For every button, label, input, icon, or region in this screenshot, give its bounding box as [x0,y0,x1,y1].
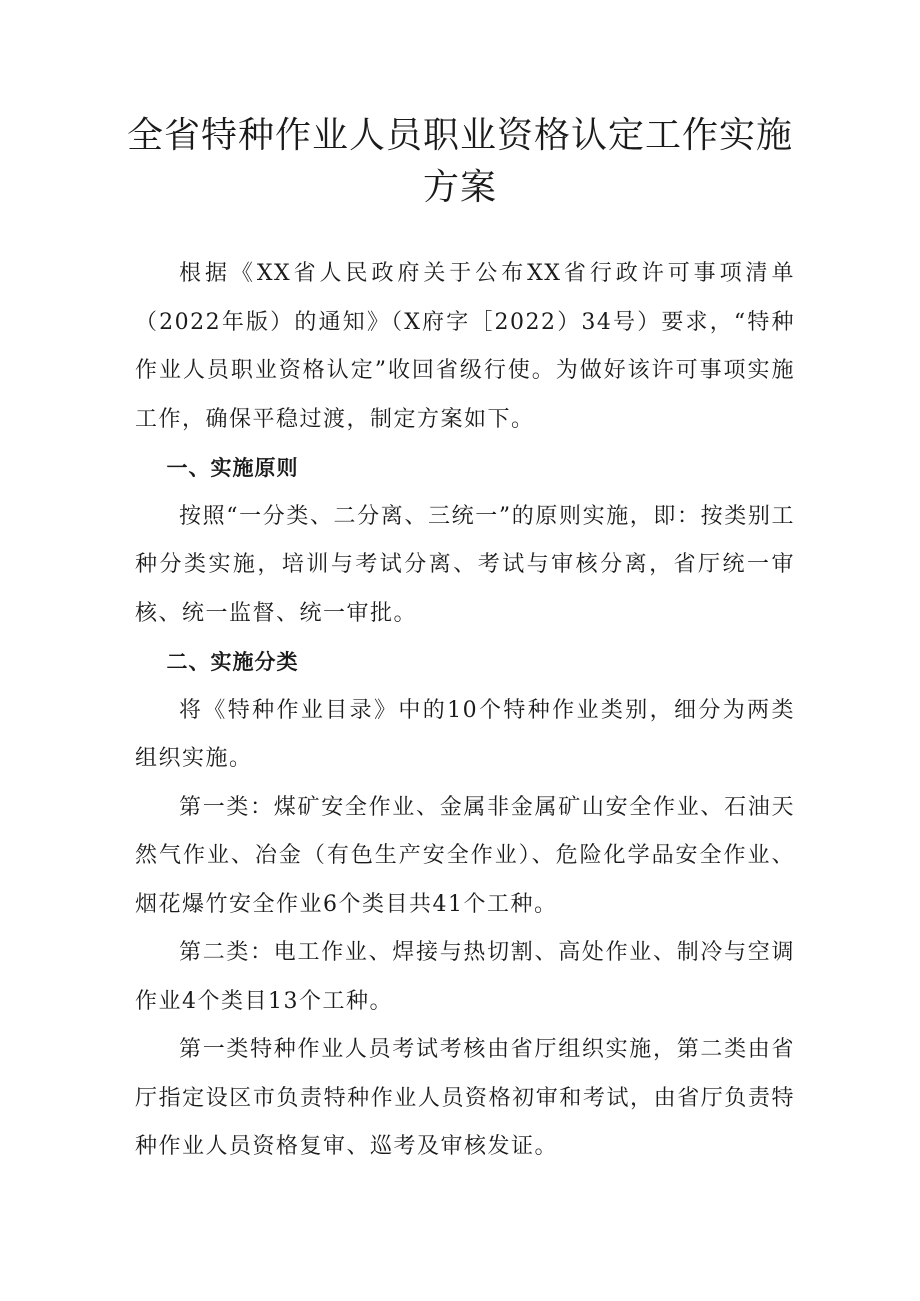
section-heading-classification: 二、实施分类 [166,650,299,674]
title-line-1: 全省特种作业人员职业资格认定工作实施 [126,115,793,156]
document-title [120,110,800,214]
principles-paragraph: 按照“一分类、二分离、三统一”的原则实施，即：按类别工种分类实施，培训与考试分离、考试与审核分离，省厅统一审核、统一监督、统一审批。 [135,503,795,626]
intro-paragraph: 根据《XX省人民政府关于公布XX省行政许可事项清单（2022年版）的通知》（X府字［2022）34号）要求，“特种作业人员职业资格认定”收回省级行使。为做好该许可事项实施工作，确保平稳过渡，制定方案如下。 [135,261,795,432]
document-body [135,250,795,1172]
section-heading-principles: 一、实施原则 [166,456,299,480]
classification-paragraph-4: 第一类特种作业人员考试考核由省厅组织实施，第二类由省厅指定设区市负责特种作业人员资格初审和考试，由省厅负责特种作业人员资格复审、巡考及审核发证。 [135,1037,795,1159]
classification-paragraph-2: 第一类：煤矿安全作业、金属非金属矿山安全作业、石油天然气作业、冶金（有色生产安全作业）、危险化学品安全作业、烟花爆竹安全作业6个类目共41个工种。 [135,794,795,917]
classification-paragraph-3: 第二类：电工作业、焊接与热切割、高处作业、制冷与空调作业4个类目13个工种。 [135,940,795,1014]
classification-paragraph-1: 将《特种作业目录》中的10个特种作业类别，细分为两类组织实施。 [135,697,795,771]
title-line-2: 方案 [422,167,497,208]
